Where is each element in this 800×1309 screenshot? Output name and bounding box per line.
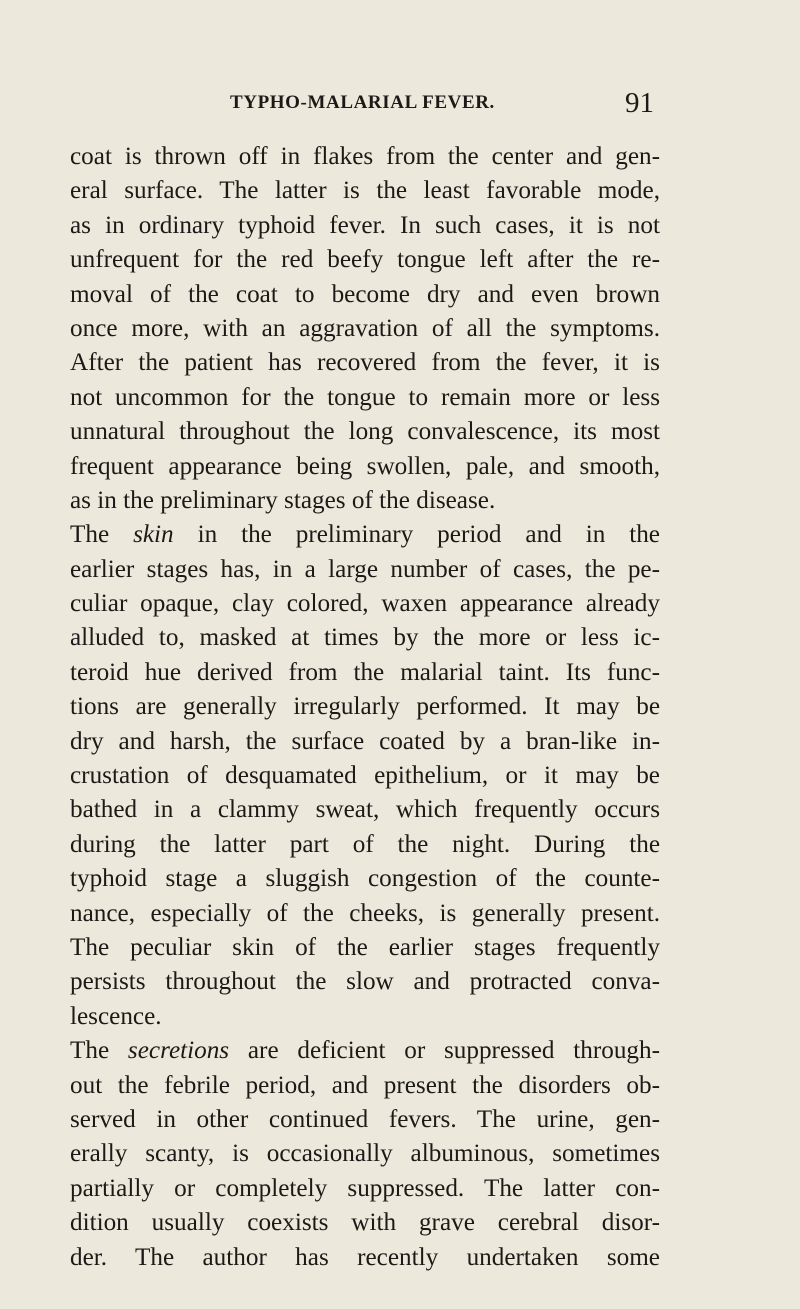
- text-span: der. The author has recently undertaken some: [70, 1243, 660, 1271]
- text-span: tions are generally irregularly performed. It may be: [70, 693, 660, 721]
- text-span: not uncommon for the tongue to remain more or less: [70, 383, 660, 411]
- text-span: once more, with an aggravation of all the symptoms.: [70, 314, 660, 342]
- text-span: earlier stages has, in a large number of cases, the pe-: [70, 555, 660, 583]
- text-line: [70, 312, 660, 346]
- text-span: lescence.: [70, 1002, 162, 1030]
- text-span: crustation of desquamated epithelium, or it may be: [70, 762, 660, 790]
- text-span: as in the preliminary stages of the disease.: [70, 486, 496, 514]
- running-title: TYPHO-MALARIAL FEVER.: [230, 92, 495, 113]
- text-span: coat is thrown off in flakes from the center and gen-: [70, 143, 660, 170]
- text-line: [70, 278, 660, 312]
- text-line: [70, 450, 660, 484]
- text-span: culiar opaque, clay colored, waxen appearance already: [70, 590, 660, 618]
- text-line: [70, 690, 660, 724]
- text-span: dry and harsh, the surface coated by a bran-like in-: [70, 727, 660, 755]
- text-line: [70, 1241, 660, 1275]
- text-span: unfrequent for the red beefy tongue left after the re-: [70, 246, 660, 274]
- text-span: teroid hue derived from the malarial taint. Its func-: [70, 658, 660, 686]
- text-line: [70, 1137, 660, 1171]
- text-span: erally scanty, is occasionally albuminous, sometimes: [70, 1140, 660, 1168]
- text-span: The peculiar skin of the earlier stages frequently: [70, 933, 660, 961]
- text-line: [70, 209, 660, 243]
- text-span: during the latter part of the night. During the: [70, 830, 660, 858]
- text-span: eral surface. The latter is the least favorable mode,: [70, 177, 660, 205]
- text-line: [70, 1034, 660, 1068]
- text-line: [70, 862, 660, 896]
- text-line: [70, 621, 660, 655]
- text-line: [70, 346, 660, 380]
- text-line: [70, 897, 660, 931]
- text-line: [70, 828, 660, 862]
- text-span: persists throughout the slow and protracted conva-: [70, 968, 660, 996]
- text-line: [70, 1069, 660, 1103]
- text-line: [70, 415, 660, 449]
- text-line: [70, 1000, 660, 1034]
- text-span: out the febrile period, and present the disorders ob-: [70, 1071, 660, 1099]
- text-span: typhoid stage a sluggish congestion of the counte-: [70, 865, 660, 893]
- text-span: partially or completely suppressed. The latter con-: [70, 1174, 660, 1202]
- text-line: [70, 1206, 660, 1240]
- text-line: [70, 725, 660, 759]
- text-line: [70, 587, 660, 621]
- text-line: [70, 931, 660, 965]
- text-span: dition usually coexists with grave cerebral disor-: [70, 1209, 660, 1237]
- text-span: After the patient has recovered from the fever, it is: [70, 349, 660, 377]
- italic-term: skin: [133, 521, 174, 549]
- text-line: [70, 759, 660, 793]
- text-line: [70, 965, 660, 999]
- body-text: [70, 140, 660, 1275]
- text-span: bathed in a clammy sweat, which frequently occurs: [70, 796, 660, 824]
- italic-term: secretions: [127, 1037, 230, 1065]
- text-span: in the preliminary period and in the: [173, 521, 660, 549]
- text-line: [70, 656, 660, 690]
- text-span: frequent appearance being swollen, pale, and smooth,: [70, 452, 660, 480]
- running-head: [66, 88, 660, 118]
- text-line: [70, 174, 660, 208]
- text-line: [70, 793, 660, 827]
- text-span: as in ordinary typhoid fever. In such cases, it is not: [70, 211, 660, 239]
- text-span: The: [70, 1037, 128, 1065]
- text-line: [70, 518, 660, 552]
- text-line: [70, 381, 660, 415]
- text-span: The: [70, 521, 134, 549]
- text-span: moval of the coat to become dry and even brown: [70, 280, 660, 308]
- text-line: [70, 140, 660, 174]
- text-span: nance, especially of the cheeks, is generally present.: [70, 899, 660, 927]
- text-line: [70, 243, 660, 277]
- text-line: [70, 1172, 660, 1206]
- text-line: [70, 553, 660, 587]
- text-line: [70, 484, 660, 518]
- text-span: alluded to, masked at times by the more or less ic-: [70, 624, 660, 652]
- text-line: [70, 1103, 660, 1137]
- text-span: served in other continued fevers. The urine, gen-: [70, 1105, 660, 1133]
- text-span: are deficient or suppressed through-: [229, 1037, 660, 1065]
- text-span: unnatural throughout the long convalescence, its most: [70, 418, 660, 446]
- page-number: 91: [625, 87, 654, 119]
